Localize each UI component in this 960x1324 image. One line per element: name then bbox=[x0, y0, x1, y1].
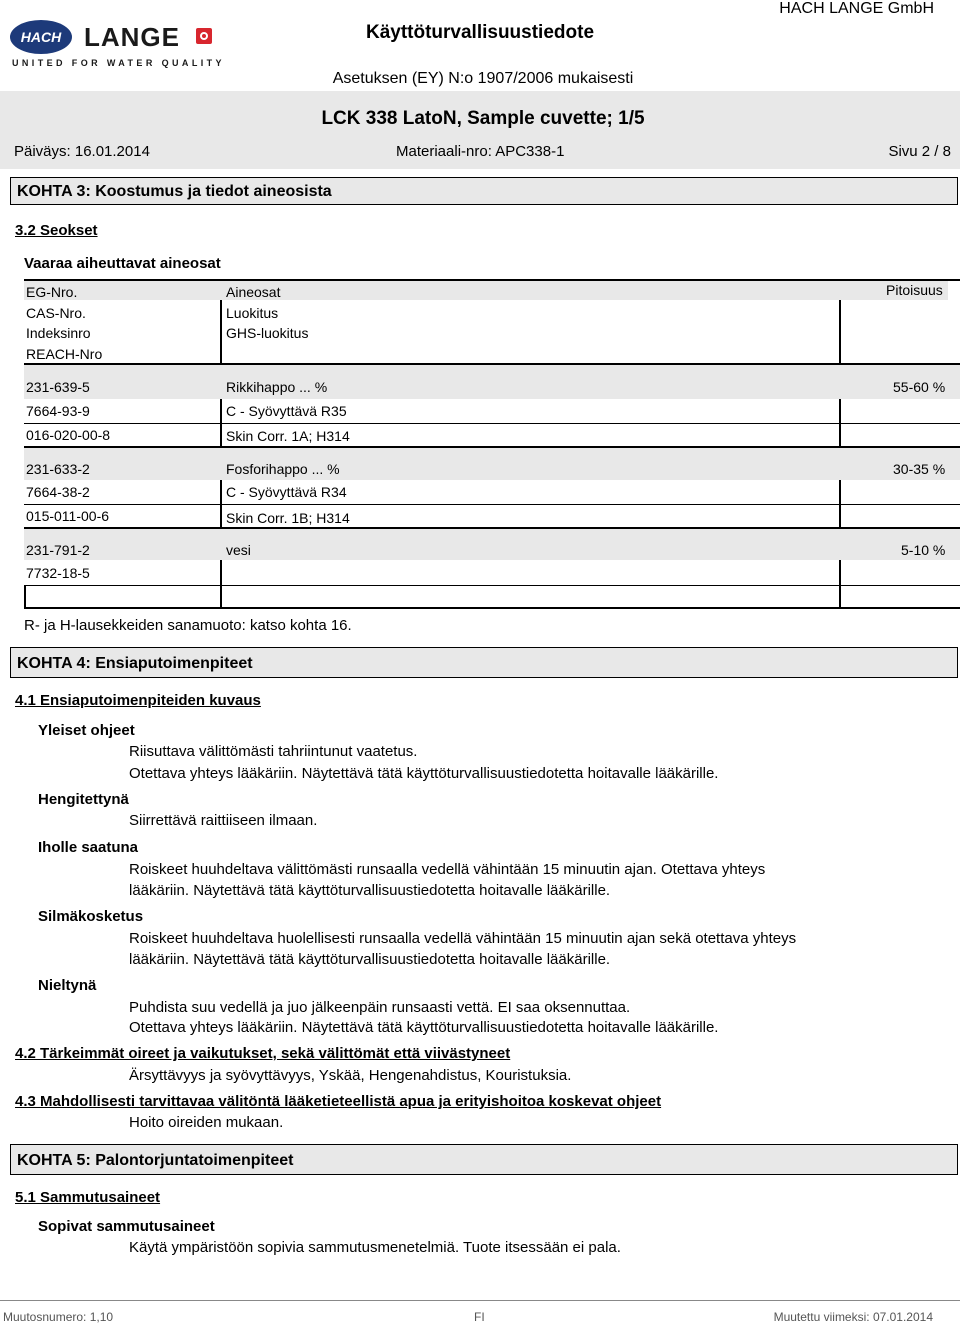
row2-ghs: Skin Corr. 1B; H314 bbox=[226, 510, 350, 526]
general-advice-text-2: Otettava yhteys lääkäriin. Näytettävä tätä käyttöturvallisuustiedotetta hoitavalle lääkärille. bbox=[129, 765, 719, 782]
header-eg-no: EG-Nro. bbox=[26, 284, 78, 300]
header-reach-no: REACH-Nro bbox=[26, 345, 103, 362]
section-3-heading: KOHTA 3: Koostumus ja tiedot aineosista bbox=[10, 177, 958, 205]
regulation-line: Asetuksen (EY) N:o 1907/2006 mukaisesti bbox=[332, 70, 634, 87]
hazard-components-title: Vaaraa aiheuttavat aineosat bbox=[24, 255, 221, 272]
inhalation-text: Siirrettävä raittiiseen ilmaan. bbox=[129, 812, 318, 829]
subsection-4-1-title: 4.1 Ensiaputoimenpiteiden kuvaus bbox=[15, 692, 261, 709]
ingestion-text-1: Puhdista suu vedellä ja juo jälkeenpäin runsaasti vettä. EI saa oksennuttaa. bbox=[129, 999, 631, 1016]
suitable-media-title: Sopivat sammutusaineet bbox=[38, 1218, 215, 1235]
row-line bbox=[24, 423, 960, 424]
row1-ghs: Skin Corr. 1A; H314 bbox=[226, 428, 350, 444]
document-date: Päiväys: 16.01.2014 bbox=[14, 143, 150, 160]
header-concentration: Pitoisuus bbox=[886, 282, 943, 298]
row1-classification: C - Syövyttävä R35 bbox=[226, 403, 347, 419]
section-4-heading: KOHTA 4: Ensiaputoimenpiteet bbox=[10, 647, 958, 678]
row1-name: Rikkihappo ... % bbox=[226, 379, 328, 395]
row3-name: vesi bbox=[226, 542, 251, 558]
table-row bbox=[24, 448, 960, 480]
subsection-4-3-title: 4.3 Mahdollisesti tarvittavaa välitöntä lääketieteellistä apua ja erityishoitoa koskevat ohjeet bbox=[15, 1093, 662, 1110]
general-advice-title: Yleiset ohjeet bbox=[38, 722, 135, 739]
row2-eg-no: 231-633-2 bbox=[26, 461, 90, 477]
general-advice-text-1: Riisuttava välittömästi tahriintunut vaatetus. bbox=[129, 743, 418, 760]
header-index-no: Indeksinro bbox=[26, 325, 91, 341]
row1-eg-no: 231-639-5 bbox=[26, 379, 90, 395]
row-divider bbox=[24, 585, 26, 609]
skin-contact-text-1: Roiskeet huuhdeltava välittömästi runsaalla vedellä vähintään 15 minuutin ajan. Otettava yhteys bbox=[129, 861, 766, 878]
product-name: LCK 338 LatoN, Sample cuvette; 1/5 bbox=[321, 108, 645, 129]
header-classification: Luokitus bbox=[226, 304, 279, 321]
suitable-media-text: Käytä ympäristöön sopivia sammutusmenetelmiä. Tuote itsessään ei pala. bbox=[129, 1239, 621, 1256]
last-modified: Muutettu viimeksi: 07.01.2014 bbox=[773, 1310, 933, 1324]
footer-divider bbox=[0, 1300, 960, 1301]
eye-contact-title: Silmäkosketus bbox=[38, 908, 144, 925]
row3-cas-no: 7732-18-5 bbox=[26, 565, 90, 581]
subsection-4-2-title: 4.2 Tärkeimmät oireet ja vaikutukset, sekä välittömät että viivästyneet bbox=[15, 1045, 511, 1062]
table-header-row bbox=[24, 279, 948, 300]
phrases-note: R- ja H-lausekkeiden sanamuoto: katso kohta 16. bbox=[24, 617, 352, 634]
row-line bbox=[24, 504, 960, 505]
header-cas-no: CAS-Nro. bbox=[26, 304, 86, 321]
components-table bbox=[24, 279, 960, 609]
ingestion-title: Nieltynä bbox=[38, 977, 97, 994]
row3-eg-no: 231-791-2 bbox=[26, 542, 90, 558]
ingestion-text-2: Otettava yhteys lääkäriin. Näytettävä tätä käyttöturvallisuustiedotetta hoitavalle lääkärille. bbox=[129, 1019, 719, 1036]
row-divider bbox=[220, 560, 222, 609]
row3-concentration: 5-10 % bbox=[901, 542, 946, 558]
header-divider bbox=[220, 300, 222, 364]
subsection-3-2-title: 3.2 Seokset bbox=[15, 222, 98, 239]
document-title: Käyttöturvallisuustiedote bbox=[365, 22, 595, 43]
table-bottom-line bbox=[24, 607, 960, 609]
table-row bbox=[24, 529, 960, 560]
logo-tagline: UNITED FOR WATER QUALITY bbox=[12, 58, 225, 68]
header-components: Aineosat bbox=[226, 284, 281, 300]
row1-concentration: 55-60 % bbox=[893, 379, 946, 395]
inhalation-title: Hengitettynä bbox=[38, 791, 129, 808]
eye-contact-text-2: lääkäriin. Näytettävä tätä käyttöturvallisuustiedotetta hoitavalle lääkärille. bbox=[129, 951, 611, 968]
row-divider bbox=[220, 480, 222, 528]
revision-number: Muutosnumero: 1,10 bbox=[3, 1310, 114, 1324]
skin-contact-title: Iholle saatuna bbox=[38, 839, 139, 856]
treatment-text: Hoito oireiden mukaan. bbox=[129, 1114, 284, 1131]
row2-index-no: 015-011-00-6 bbox=[26, 508, 110, 524]
eye-contact-text-1: Roiskeet huuhdeltava huolellisesti runsaalla vedellä vähintään 15 minuutin ajan sekä otettava yhteys bbox=[129, 930, 797, 947]
page-number: Sivu 2 / 8 bbox=[888, 143, 951, 160]
row2-classification: C - Syövyttävä R34 bbox=[226, 484, 347, 500]
company-name: HACH LANGE GmbH bbox=[779, 0, 934, 17]
row-divider bbox=[839, 560, 841, 609]
row2-concentration: 30-35 % bbox=[893, 461, 946, 477]
row1-index-no: 016-020-00-8 bbox=[26, 427, 111, 443]
row-divider bbox=[220, 399, 222, 447]
row2-cas-no: 7664-38-2 bbox=[26, 484, 90, 500]
language-code: FI bbox=[474, 1310, 485, 1324]
row2-name: Fosforihappo ... % bbox=[226, 461, 340, 477]
lange-logo-text: LANGE bbox=[84, 22, 180, 52]
subsection-5-1-title: 5.1 Sammutusaineet bbox=[15, 1189, 161, 1206]
header-ghs-classification: GHS-luokitus bbox=[226, 325, 309, 341]
skin-contact-text-2: lääkäriin. Näytettävä tätä käyttöturvallisuustiedotetta hoitavalle lääkärille. bbox=[129, 882, 611, 899]
material-number: Materiaali-nro: APC338-1 bbox=[396, 143, 565, 160]
row-line bbox=[24, 585, 960, 586]
table-top-line bbox=[24, 279, 960, 281]
hach-logo-icon: HACH bbox=[10, 20, 72, 54]
row-divider bbox=[839, 399, 841, 447]
header-divider bbox=[839, 300, 841, 364]
table-row bbox=[24, 365, 960, 399]
row-divider bbox=[839, 480, 841, 528]
header-info-cells bbox=[226, 282, 308, 344]
row1-cas-no: 7664-93-9 bbox=[26, 403, 90, 419]
header-id-cells bbox=[26, 282, 102, 364]
section-5-heading: KOHTA 5: Palontorjuntatoimenpiteet bbox=[10, 1144, 958, 1175]
symptoms-text: Ärsyttävyys ja syövyttävyys, Yskää, Hengenahdistus, Kouristuksia. bbox=[129, 1067, 572, 1084]
